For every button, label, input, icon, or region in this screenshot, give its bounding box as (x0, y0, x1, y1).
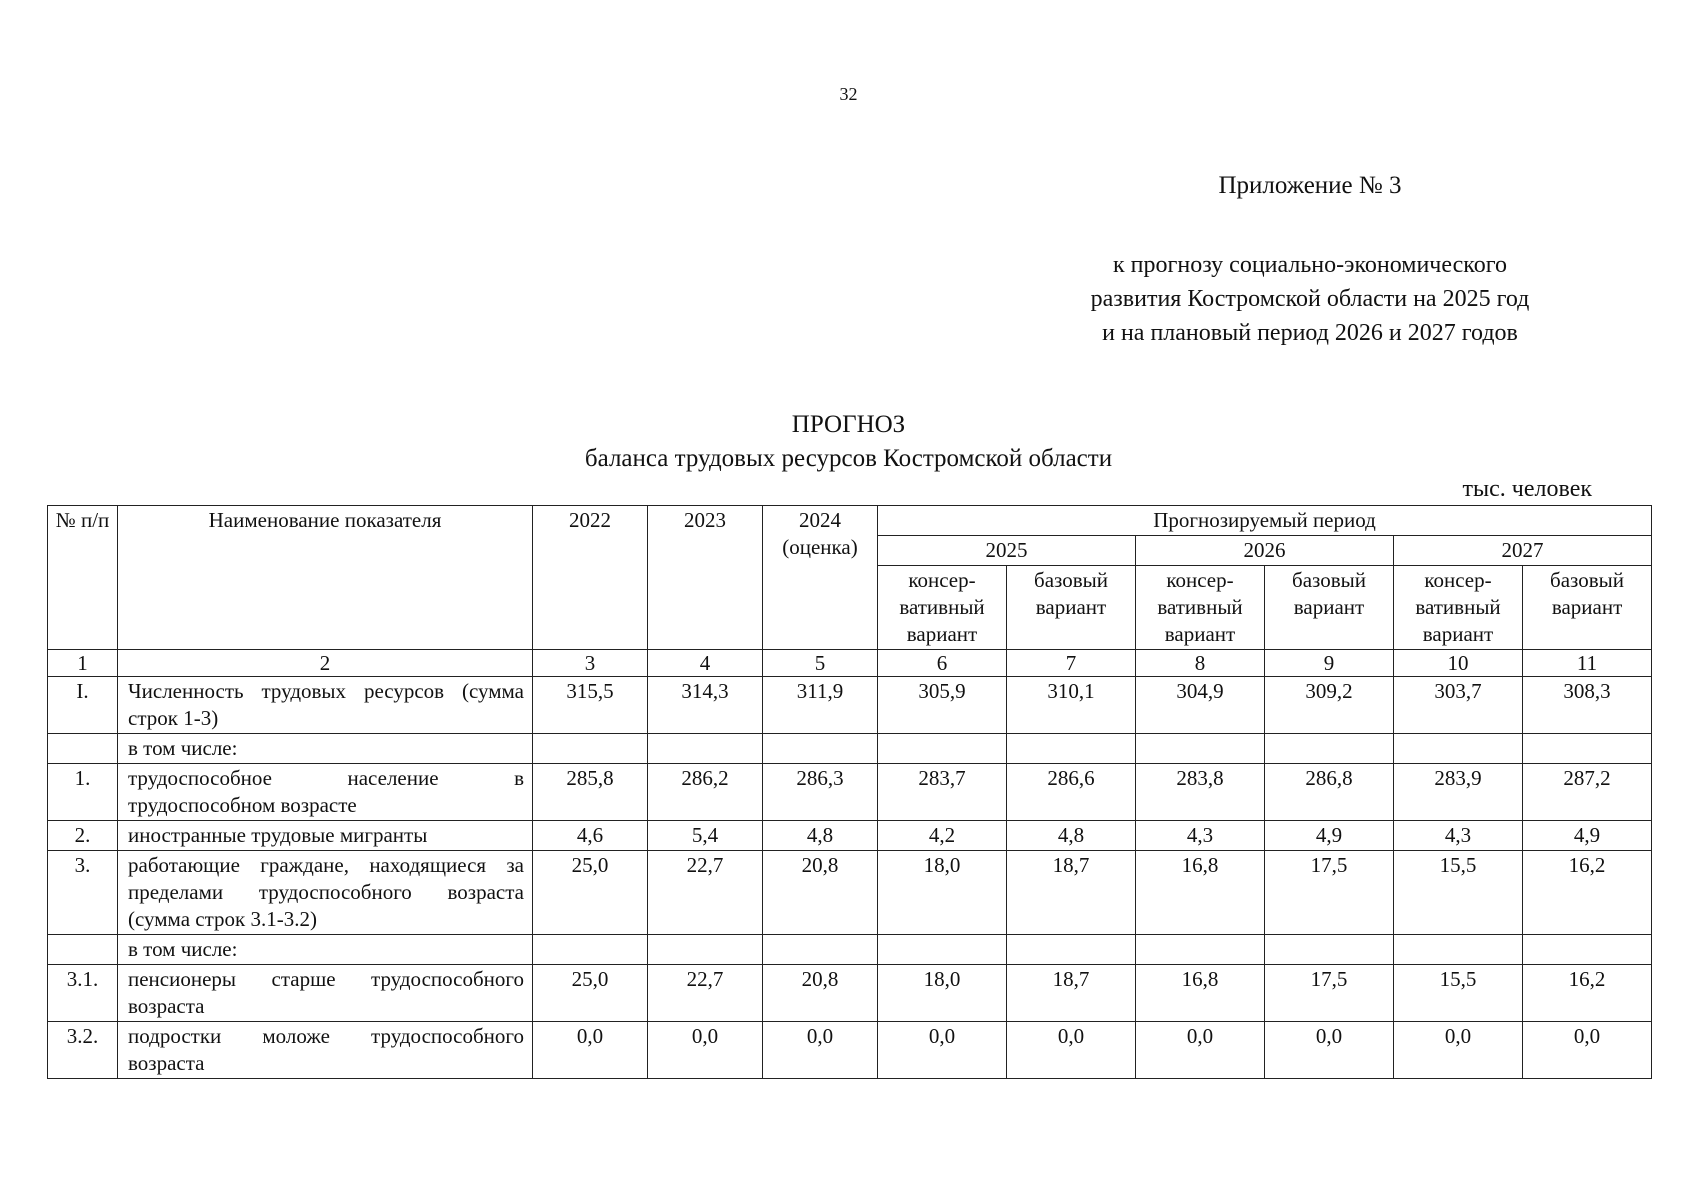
row-number: 3. (48, 851, 118, 935)
row-value (1394, 935, 1523, 965)
row-value (1265, 734, 1394, 764)
row-number: I. (48, 677, 118, 734)
appendix-subtitle (1010, 248, 1610, 350)
row-value (1265, 935, 1394, 965)
row-indicator-name: пенсионеры старше трудоспособного возраста (118, 965, 533, 1022)
header-2026: 2026 (1136, 536, 1394, 566)
row-value: 17,5 (1265, 965, 1394, 1022)
header-row (48, 506, 1652, 536)
row-value: 4,9 (1265, 821, 1394, 851)
row-value: 15,5 (1394, 851, 1523, 935)
table-row (48, 1022, 1652, 1079)
row-value: 283,8 (1136, 764, 1265, 821)
table-row (48, 965, 1652, 1022)
row-value: 22,7 (648, 851, 763, 935)
row-number (48, 935, 118, 965)
labor-balance-table (47, 505, 1652, 1079)
row-value: 310,1 (1007, 677, 1136, 734)
row-value: 311,9 (763, 677, 878, 734)
row-value: 18,7 (1007, 965, 1136, 1022)
row-indicator-name: в том числе: (118, 734, 533, 764)
row-value: 0,0 (648, 1022, 763, 1079)
column-number: 2 (118, 650, 533, 677)
header-base-2027: базовый вариант (1523, 566, 1652, 650)
appendix-subtitle-line: и на плановый период 2026 и 2027 годов (1102, 320, 1518, 346)
row-value: 15,5 (1394, 965, 1523, 1022)
row-value: 4,3 (1136, 821, 1265, 851)
row-value: 4,8 (763, 821, 878, 851)
row-value (1523, 935, 1652, 965)
units-label: тыс. человек (1462, 476, 1592, 502)
header-2027: 2027 (1394, 536, 1652, 566)
row-value: 4,3 (1394, 821, 1523, 851)
header-conservative-2025: консер-вативный вариант (878, 566, 1007, 650)
row-value: 286,2 (648, 764, 763, 821)
row-number: 1. (48, 764, 118, 821)
row-value: 0,0 (1136, 1022, 1265, 1079)
row-value (878, 935, 1007, 965)
header-forecast-period: Прогнозируемый период (878, 506, 1652, 536)
row-value: 305,9 (878, 677, 1007, 734)
row-indicator-name: в том числе: (118, 935, 533, 965)
row-value: 308,3 (1523, 677, 1652, 734)
row-value (533, 734, 648, 764)
appendix-title: Приложение № 3 (1218, 172, 1402, 199)
column-number: 9 (1265, 650, 1394, 677)
row-value: 0,0 (878, 1022, 1007, 1079)
column-number: 1 (48, 650, 118, 677)
row-value (1136, 935, 1265, 965)
row-value: 4,9 (1523, 821, 1652, 851)
row-value: 20,8 (763, 965, 878, 1022)
row-indicator-name: работающие граждане, находящиеся за пределами трудоспособного возраста (сумма строк 3.1-3.2) (118, 851, 533, 935)
column-number: 10 (1394, 650, 1523, 677)
row-value: 16,8 (1136, 851, 1265, 935)
column-number: 6 (878, 650, 1007, 677)
row-value: 0,0 (533, 1022, 648, 1079)
row-value: 303,7 (1394, 677, 1523, 734)
row-value: 0,0 (1523, 1022, 1652, 1079)
row-value: 4,6 (533, 821, 648, 851)
row-value: 18,7 (1007, 851, 1136, 935)
column-number: 5 (763, 650, 878, 677)
header-base-2025: базовый вариант (1007, 566, 1136, 650)
header-conservative-2027: консер-вативный вариант (1394, 566, 1523, 650)
header-indicator-name: Наименование показателя (118, 506, 533, 650)
row-value: 314,3 (648, 677, 763, 734)
row-value: 304,9 (1136, 677, 1265, 734)
row-value: 285,8 (533, 764, 648, 821)
column-numbers-row (48, 650, 1652, 677)
row-number: 2. (48, 821, 118, 851)
column-number: 8 (1136, 650, 1265, 677)
table-row (48, 677, 1652, 734)
table-body (48, 650, 1652, 1079)
row-value: 17,5 (1265, 851, 1394, 935)
row-value: 287,2 (1523, 764, 1652, 821)
page-number: 32 (839, 84, 858, 104)
row-value: 286,8 (1265, 764, 1394, 821)
row-value (1523, 734, 1652, 764)
document-title: ПРОГНОЗ (791, 411, 906, 438)
row-value: 5,4 (648, 821, 763, 851)
header-2023: 2023 (648, 506, 763, 650)
row-value: 4,8 (1007, 821, 1136, 851)
row-indicator-name: иностранные трудовые мигранты (118, 821, 533, 851)
header-base-2026: базовый вариант (1265, 566, 1394, 650)
row-value: 25,0 (533, 851, 648, 935)
row-value: 0,0 (1265, 1022, 1394, 1079)
row-value: 22,7 (648, 965, 763, 1022)
table-row (48, 734, 1652, 764)
row-value (763, 734, 878, 764)
row-value (1007, 935, 1136, 965)
header-conservative-2026: консер-вативный вариант (1136, 566, 1265, 650)
row-value: 4,2 (878, 821, 1007, 851)
row-value (533, 935, 648, 965)
column-number: 11 (1523, 650, 1652, 677)
row-number: 3.2. (48, 1022, 118, 1079)
row-value: 309,2 (1265, 677, 1394, 734)
table-row (48, 935, 1652, 965)
header-2025: 2025 (878, 536, 1136, 566)
column-number: 3 (533, 650, 648, 677)
row-value: 0,0 (763, 1022, 878, 1079)
row-value (1394, 734, 1523, 764)
header-number: № п/п (48, 506, 118, 650)
row-value (1007, 734, 1136, 764)
row-value: 0,0 (1394, 1022, 1523, 1079)
appendix-subtitle-line: к прогнозу социально-экономического (1113, 252, 1507, 278)
row-indicator-name: Численность трудовых ресурсов (сумма строк 1-3) (118, 677, 533, 734)
column-number: 4 (648, 650, 763, 677)
row-value (1136, 734, 1265, 764)
row-value: 25,0 (533, 965, 648, 1022)
row-value: 20,8 (763, 851, 878, 935)
row-value (648, 734, 763, 764)
row-value: 283,7 (878, 764, 1007, 821)
table-row (48, 851, 1652, 935)
row-value: 18,0 (878, 965, 1007, 1022)
table-row (48, 821, 1652, 851)
row-value: 16,2 (1523, 851, 1652, 935)
row-indicator-name: трудоспособное население в трудоспособном возрасте (118, 764, 533, 821)
row-indicator-name: подростки моложе трудоспособного возраста (118, 1022, 533, 1079)
row-value (878, 734, 1007, 764)
row-value: 315,5 (533, 677, 648, 734)
row-value: 18,0 (878, 851, 1007, 935)
row-number: 3.1. (48, 965, 118, 1022)
row-value: 16,8 (1136, 965, 1265, 1022)
header-2022: 2022 (533, 506, 648, 650)
table-row (48, 764, 1652, 821)
row-number (48, 734, 118, 764)
row-value: 283,9 (1394, 764, 1523, 821)
row-value (763, 935, 878, 965)
appendix-subtitle-line: развития Костромской области на 2025 год (1090, 286, 1530, 312)
column-number: 7 (1007, 650, 1136, 677)
row-value: 286,6 (1007, 764, 1136, 821)
row-value: 0,0 (1007, 1022, 1136, 1079)
row-value: 16,2 (1523, 965, 1652, 1022)
header-2024: 2024 (оценка) (763, 506, 878, 650)
document-subtitle: баланса трудовых ресурсов Костромской области (584, 445, 1113, 472)
document-title-block (0, 408, 1697, 476)
row-value (648, 935, 763, 965)
row-value: 286,3 (763, 764, 878, 821)
